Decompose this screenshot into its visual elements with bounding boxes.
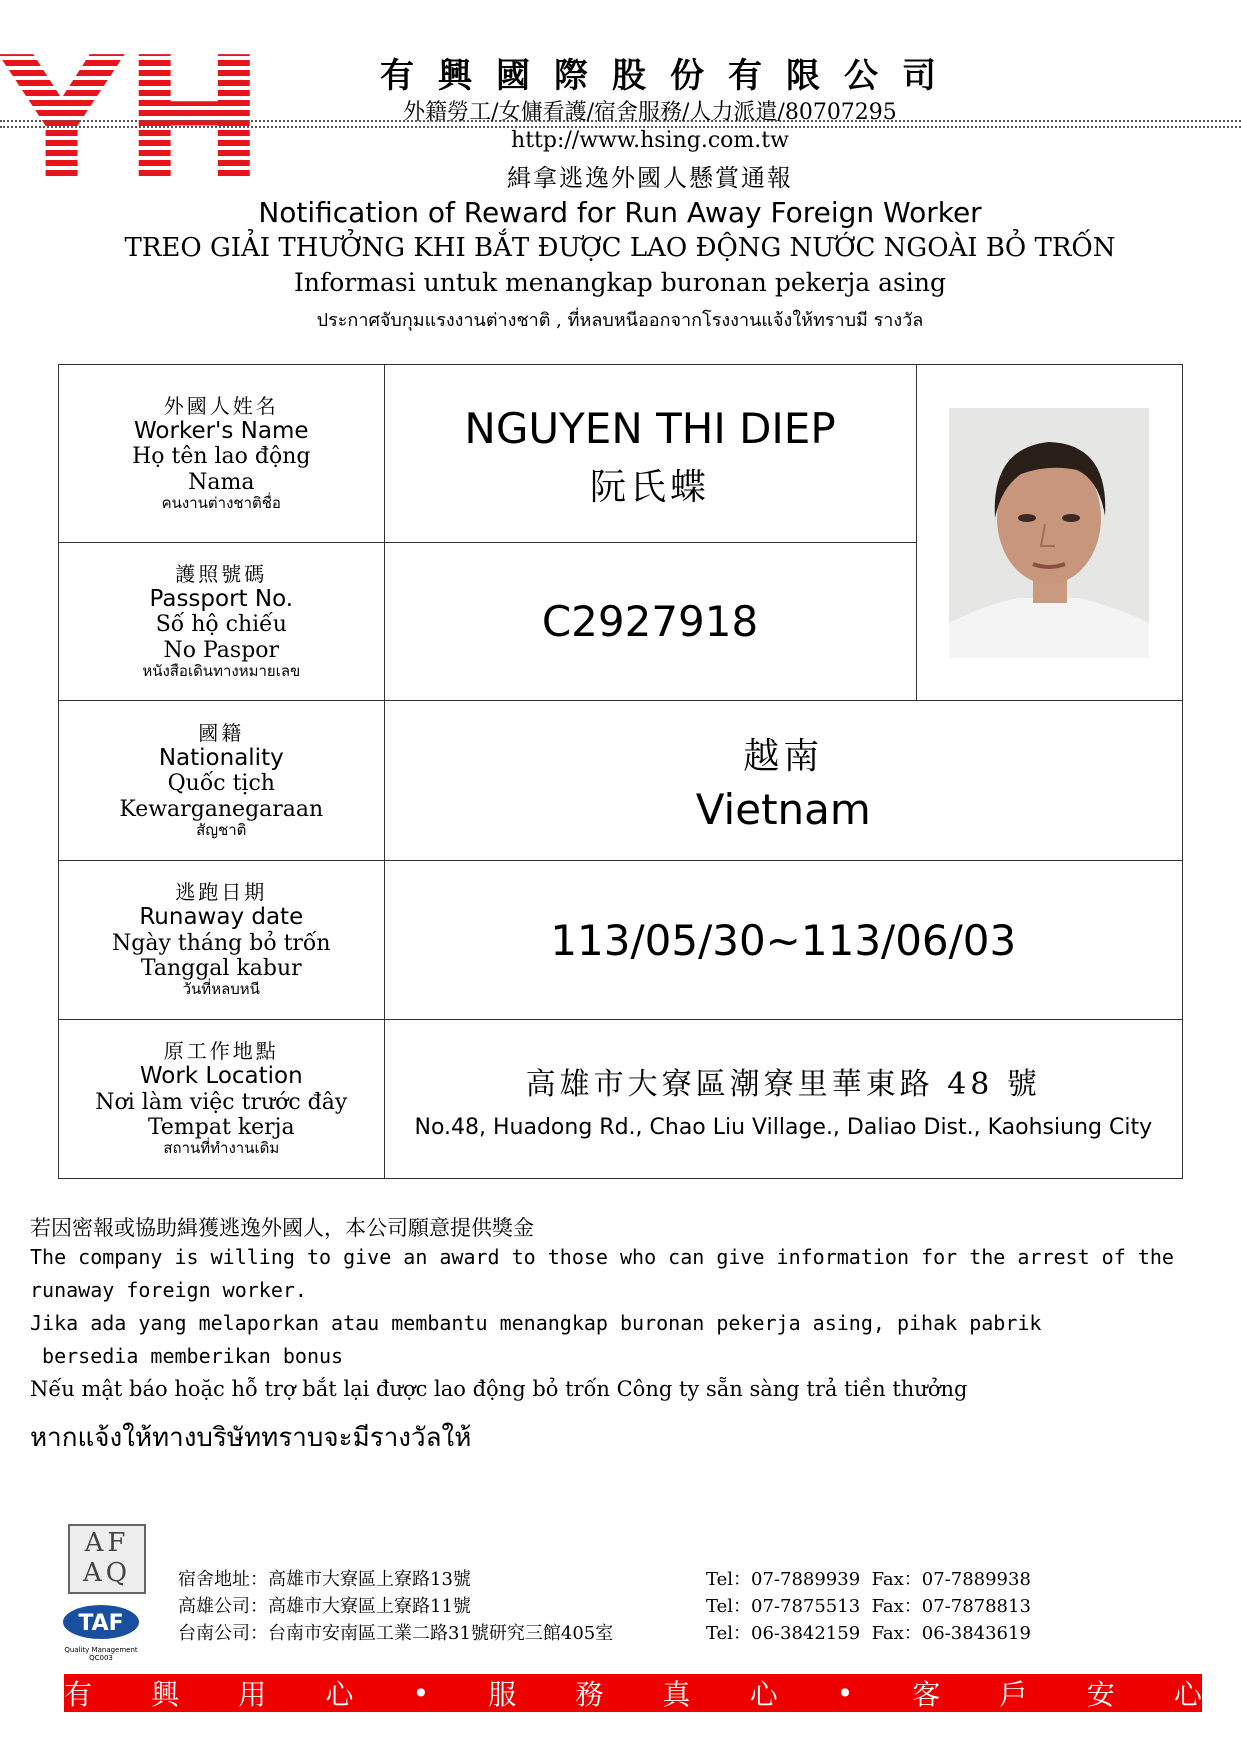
afaq-logo-text: AFAQ: [82, 1528, 132, 1588]
slogan-char: 務: [575, 1678, 604, 1711]
taf-caption-1: Quality Management: [64, 1646, 138, 1654]
slogan-char: 有: [64, 1678, 93, 1711]
runaway-label-id: Tanggal kabur: [140, 956, 302, 982]
runaway-label-th: วันที่หลบหนี: [182, 980, 260, 999]
table-row-nationality: [59, 701, 1183, 861]
footer-contact-tainan: Tel：06-3842159 Fax：06-3843619: [706, 1623, 1031, 1644]
reward-note-zh: 若因密報或協助緝獲逃逸外國人，本公司願意提供獎金: [30, 1216, 534, 1240]
slogan-char: 興: [151, 1678, 180, 1711]
runaway-label-zh: 逃跑日期: [175, 880, 268, 905]
logo-text: YH: [0, 21, 266, 219]
passport-label-id: No Paspor: [163, 637, 280, 663]
name-label-id: Nama: [188, 469, 255, 495]
reward-note-en-1: The company is willing to give an award to those who can give information for the arrest of the: [30, 1245, 1174, 1269]
passport-label-en: Passport No.: [149, 585, 294, 612]
name-label-th: คนงานต่างชาติชื่อ: [161, 493, 281, 512]
nationality-label-en: Nationality: [158, 744, 284, 771]
name-label-zh: 外國人姓名: [163, 393, 279, 418]
slogan-char: 心: [749, 1678, 778, 1711]
title-zh: 緝拿逃逸外國人懸賞通報: [507, 164, 793, 192]
passport-label-cell: [59, 543, 385, 701]
name-value-cell: [384, 365, 916, 543]
slogan-char: 心: [325, 1678, 354, 1711]
passport-label-th: หนังสือเดินทางหมายเลข: [142, 661, 301, 680]
slogan-char: 真: [662, 1678, 691, 1711]
location-label-en: Work Location: [139, 1063, 303, 1090]
footer-contact-kaohsiung: Tel：07-7875513 Fax：07-7878813: [706, 1596, 1031, 1617]
nationality-label-vi: Quốc tịch: [167, 771, 275, 797]
table-row-runaway: [59, 861, 1183, 1020]
runaway-label-vi: Ngày tháng bỏ trốn: [112, 930, 331, 956]
name-label-en: Worker's Name: [134, 417, 309, 444]
slogan-char: 用: [238, 1678, 267, 1711]
website-link[interactable]: http://www.hsing.com.tw: [511, 128, 789, 153]
runaway-label-cell: [59, 861, 385, 1020]
passport-label-vi: Số hộ chiếu: [155, 612, 287, 638]
worker-info-table: [58, 364, 1183, 1179]
runaway-label-en: Runaway date: [139, 904, 304, 931]
footer-address-kaohsiung: 高雄公司：高雄市大寮區上寮路11號: [178, 1596, 471, 1617]
name-label-cell: [59, 365, 385, 543]
slogan-separator: •: [412, 1676, 430, 1710]
location-label-cell: [59, 1020, 385, 1179]
slogan-bar: [64, 1674, 1202, 1712]
slogan-char: 心: [1173, 1678, 1202, 1711]
company-logo: [0, 21, 266, 219]
footer-contact-dorm: Tel：07-7889939 Fax：07-7889938: [706, 1569, 1031, 1590]
title-vi: TREO GIẢI THƯỞNG KHI BẮT ĐƯỢC LAO ĐỘNG NƯỚC NGOÀI BỎ TRỐN: [124, 233, 1116, 263]
title-en: Notification of Reward for Run Away Foreign Worker: [258, 196, 982, 229]
reward-note-vi: Nếu mật báo hoặc hỗ trợ bắt lại được lao động bỏ trốn Công ty sẵn sàng trả tiền thưởng: [30, 1377, 968, 1401]
afaq-logo: [68, 1524, 146, 1594]
runaway-value-cell: [384, 861, 1182, 1020]
reward-note-id-2: bersedia memberikan bonus: [30, 1344, 344, 1368]
worker-name-en: NGUYEN THI DIEP: [464, 403, 836, 453]
worker-name-zh: 阮氏蝶: [590, 466, 711, 508]
passport-number: C2927918: [541, 597, 759, 646]
work-location-zh: 高雄市大寮區潮寮里華東路 48 號: [525, 1066, 1041, 1102]
name-label-vi: Họ tên lao động: [132, 444, 311, 470]
slogan-char: 安: [1086, 1678, 1115, 1711]
location-label-zh: 原工作地點: [163, 1039, 279, 1064]
runaway-date: 113/05/30~113/06/03: [550, 915, 1017, 965]
location-value-cell: [384, 1020, 1182, 1179]
taf-caption-2: QC003: [89, 1654, 113, 1662]
passport-label-zh: 護照號碼: [175, 561, 268, 586]
location-label-th: สถานที่ทำงานเดิม: [163, 1139, 280, 1158]
taf-logo-text: TAF: [78, 1611, 124, 1636]
nationality-label-cell: [59, 701, 385, 861]
slogan-separator: •: [836, 1676, 854, 1710]
table-row-name: [59, 365, 1183, 543]
reward-note-th: หากแจ้งให้ทางบริษัททราบจะมีรางวัลให้: [30, 1423, 472, 1453]
photo-cell: [916, 365, 1182, 701]
footer-address-dorm: 宿舍地址：高雄市大寮區上寮路13號: [178, 1569, 471, 1590]
location-label-id: Tempat kerja: [147, 1115, 295, 1141]
nationality-label-th: สัญชาติ: [196, 820, 247, 839]
footer-address-tainan: 台南公司：台南市安南區工業二路31號研究三館405室: [178, 1623, 614, 1644]
passport-value-cell: [384, 543, 916, 701]
nationality-label-zh: 國籍: [198, 720, 245, 745]
nationality-label-id: Kewarganegaraan: [119, 796, 324, 822]
slogan-char: 客: [912, 1678, 941, 1711]
worker-photo: [949, 408, 1149, 658]
location-label-vi: Nơi làm việc trước đây: [95, 1089, 348, 1115]
reward-note-en-2: runaway foreign worker.: [30, 1278, 307, 1302]
slogan-char: 服: [488, 1678, 517, 1711]
nationality-value-cell: [384, 701, 1182, 861]
taf-logo: [60, 1602, 142, 1660]
title-th: ประกาศจับกุมแรงงานต่างชาติ , ที่หลบหนีออกจากโรงงานแจ้งให้ทราบมี รางวัล: [316, 310, 924, 331]
nationality-zh: 越南: [743, 735, 824, 777]
services-line: 外籍勞工/女傭看護/宿舍服務/人力派遣/80707295: [403, 100, 897, 125]
nationality-en: Vietnam: [695, 784, 871, 834]
reward-note-id-1: Jika ada yang melaporkan atau membantu menangkap buronan pekerja asing, pihak pabrik: [30, 1311, 1042, 1335]
table-row-location: [59, 1020, 1183, 1179]
work-location-en: No.48, Huadong Rd., Chao Liu Village., Daliao Dist., Kaohsiung City: [414, 1114, 1153, 1140]
title-id: Informasi untuk menangkap buronan pekerja asing: [294, 268, 946, 297]
company-name: 有興國際股份有限公司: [380, 56, 960, 96]
slogan-char: 戶: [999, 1678, 1028, 1711]
